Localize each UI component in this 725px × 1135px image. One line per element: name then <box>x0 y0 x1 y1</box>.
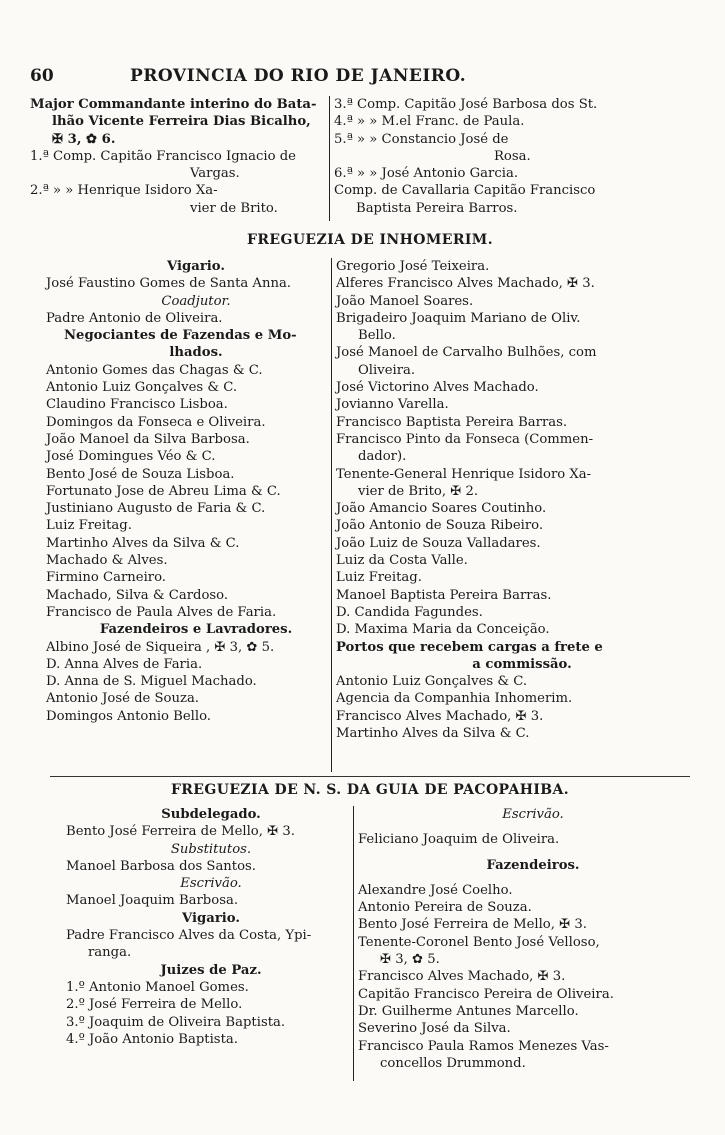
list-item: Machado, Silva & Cardoso. <box>46 587 229 603</box>
text-line: Manoel Barbosa dos Santos. <box>66 858 257 874</box>
text-line: 6.ª » » José Antonio Garcia. <box>334 166 519 182</box>
list-item: Francisco Pinto da Fonseca (Commen- <box>336 431 594 447</box>
list-item: Jovianno Varella. <box>336 397 449 413</box>
list-item: Domingos Antonio Bello. <box>46 708 211 724</box>
text-line: Manoel Joaquim Barbosa. <box>66 893 239 909</box>
column-divider <box>353 806 354 1081</box>
list-item: Firmino Carneiro. <box>46 570 166 586</box>
text-line: lhão Vicente Ferreira Dias Bicalho, <box>52 114 311 130</box>
subheading: Vigario. <box>182 910 240 926</box>
list-item: D. Maxima Maria da Conceição. <box>336 622 550 638</box>
section-heading: FREGUEZIA DE N. S. DA GUIA DE PACOPAHIBA. <box>170 782 570 798</box>
text-line: ranga. <box>88 945 132 961</box>
list-item: vier de Brito, ✠ 2. <box>358 483 479 499</box>
list-item: Alexandre José Coelho. <box>358 882 513 898</box>
list-item: Claudino Francisco Lisboa. <box>46 397 228 413</box>
top-left-column <box>30 96 330 217</box>
inhomerim-left-column <box>46 258 346 725</box>
list-item: Tenente-Coronel Bento José Velloso, <box>358 934 600 950</box>
inhomerim-right-column <box>336 258 708 742</box>
list-item: Francisco Paula Ramos Menezes Vas- <box>358 1038 609 1054</box>
column-divider <box>329 96 330 221</box>
subheading: Coadjutor. <box>161 293 231 309</box>
list-item: Dr. Guilherme Antunes Marcello. <box>358 1003 579 1019</box>
list-item: Bento José Ferreira de Mello, ✠ 3. <box>358 917 587 933</box>
page-header <box>30 66 710 90</box>
list-item: Albino José de Siqueira , ✠ 3, ✿ 5. <box>46 639 275 655</box>
subheading: a commissão. <box>472 656 572 672</box>
text-line: 4.ª » » M.el Franc. de Paula. <box>334 114 525 130</box>
text-line: Padre Francisco Alves da Costa, Ypi- <box>66 928 312 944</box>
list-item: Gregorio José Teixeira. <box>336 259 490 274</box>
section-heading: FREGUEZIA DE INHOMERIM. <box>247 232 493 248</box>
text-line: Bento José Ferreira de Mello, ✠ 3. <box>66 824 295 840</box>
text-line: ✠ 3, ✿ 6. <box>52 131 116 147</box>
list-item: Agencia da Companhia Inhomerim. <box>336 691 573 707</box>
section-rule <box>50 776 690 777</box>
text-line: Baptista Pereira Barros. <box>356 200 518 216</box>
document-page <box>30 0 710 1135</box>
list-item: concellos Drummond. <box>380 1055 526 1071</box>
subheading: Escrivão. <box>502 807 564 822</box>
list-item: João Luiz de Souza Valladares. <box>336 535 541 551</box>
list-item: Luiz Freitag. <box>336 570 422 586</box>
list-item: Fortunato Jose de Abreu Lima & C. <box>46 483 281 499</box>
list-item: Luiz da Costa Valle. <box>336 553 468 569</box>
list-item: Bello. <box>358 328 396 344</box>
list-item: José Victorino Alves Machado. <box>336 380 539 396</box>
guia-right-column <box>358 806 708 1072</box>
list-item: ✠ 3, ✿ 5. <box>380 952 440 968</box>
subheading: Vigario. <box>167 259 225 274</box>
list-item: D. Candida Fagundes. <box>336 604 483 620</box>
list-item: Francisco de Paula Alves de Faria. <box>46 604 277 620</box>
list-item: D. Anna Alves de Faria. <box>46 656 203 672</box>
subheading: Portos que recebem cargas a frete e <box>336 639 603 655</box>
list-item: Capitão Francisco Pereira de Oliveira. <box>358 986 614 1002</box>
text-line: Rosa. <box>494 148 531 164</box>
list-item: Justiniano Augusto de Faria & C. <box>46 501 266 517</box>
list-item: Machado & Alves. <box>46 553 168 569</box>
subheading: Escrivão. <box>180 876 242 892</box>
subheading: Substitutos. <box>170 841 252 857</box>
list-item: Brigadeiro Joaquim Mariano de Oliv. <box>336 310 581 326</box>
subheading: Fazendeiros e Lavradores. <box>99 622 293 638</box>
text-line: 3.ª Comp. Capitão José Barbosa dos St. <box>334 97 598 112</box>
list-item: Francisco Alves Machado, ✠ 3. <box>336 708 544 724</box>
text-line: 1.ª Comp. Capitão Francisco Ignacio de <box>30 148 296 164</box>
list-item: Martinho Alves da Silva & C. <box>46 535 240 551</box>
list-item: Alferes Francisco Alves Machado, ✠ 3. <box>336 276 595 292</box>
list-item: Manoel Baptista Pereira Barras. <box>336 587 552 603</box>
list-item: Luiz Freitag. <box>46 518 132 534</box>
list-item: Antonio Luiz Gonçalves & C. <box>46 380 238 396</box>
top-right-column <box>334 96 709 217</box>
subheading: lhados. <box>169 345 223 361</box>
list-item: Francisco Baptista Pereira Barras. <box>336 414 568 430</box>
text-line: vier de Brito. <box>190 200 278 216</box>
list-item: Antonio Pereira de Souza. <box>358 900 532 916</box>
page-number: 60 <box>30 66 54 86</box>
list-item: 2.º José Ferreira de Mello. <box>66 997 243 1013</box>
column-divider <box>331 258 332 772</box>
subheading: Juizes de Paz. <box>160 962 262 978</box>
list-item: José Manoel de Carvalho Bulhões, com <box>336 345 597 361</box>
list-item: Bento José de Souza Lisboa. <box>46 466 235 482</box>
guia-left-column <box>66 806 356 1048</box>
text-line: Major Commandante interino do Bata- <box>30 97 317 112</box>
subheading: Subdelegado. <box>161 807 261 822</box>
text-line: 2.ª » » Henrique Isidoro Xa- <box>30 183 218 199</box>
text-line: 5.ª » » Constancio José de <box>334 131 509 147</box>
page-title: PROVINCIA DO RIO DE JANEIRO. <box>130 66 467 86</box>
list-item: João Antonio de Souza Ribeiro. <box>336 518 544 534</box>
text-line: José Faustino Gomes de Santa Anna. <box>46 276 291 292</box>
list-item: 4.º João Antonio Baptista. <box>66 1031 238 1047</box>
list-item: Antonio Gomes das Chagas & C. <box>46 362 263 378</box>
list-item: João Amancio Soares Coutinho. <box>336 501 547 517</box>
list-item: João Manoel Soares. <box>336 293 474 309</box>
text-line: Feliciano Joaquim de Oliveira. <box>358 832 560 848</box>
list-item: Severino José da Silva. <box>358 1021 511 1037</box>
list-item: Domingos da Fonseca e Oliveira. <box>46 414 266 430</box>
list-item: Oliveira. <box>358 362 416 378</box>
list-item: João Manoel da Silva Barbosa. <box>46 431 250 447</box>
list-item: Antonio José de Souza. <box>46 691 199 707</box>
subheading: Negociantes de Fazendas e Mo- <box>64 328 297 344</box>
list-item: 3.º Joaquim de Oliveira Baptista. <box>66 1014 286 1030</box>
subheading: Fazendeiros. <box>486 857 580 873</box>
text-line: Vargas. <box>190 166 240 182</box>
list-item: José Domingues Véo & C. <box>46 449 216 465</box>
list-item: dador). <box>358 449 407 465</box>
list-item: Tenente-General Henrique Isidoro Xa- <box>336 466 592 482</box>
text-line: Comp. de Cavallaria Capitão Francisco <box>334 183 596 199</box>
list-item: 1.º Antonio Manoel Gomes. <box>66 979 249 995</box>
list-item: D. Anna de S. Miguel Machado. <box>46 674 257 690</box>
list-item: Martinho Alves da Silva & C. <box>336 726 530 742</box>
list-item: Antonio Luiz Gonçalves & C. <box>336 674 528 690</box>
list-item: Francisco Alves Machado, ✠ 3. <box>358 969 566 985</box>
text-line: Padre Antonio de Oliveira. <box>46 310 223 326</box>
